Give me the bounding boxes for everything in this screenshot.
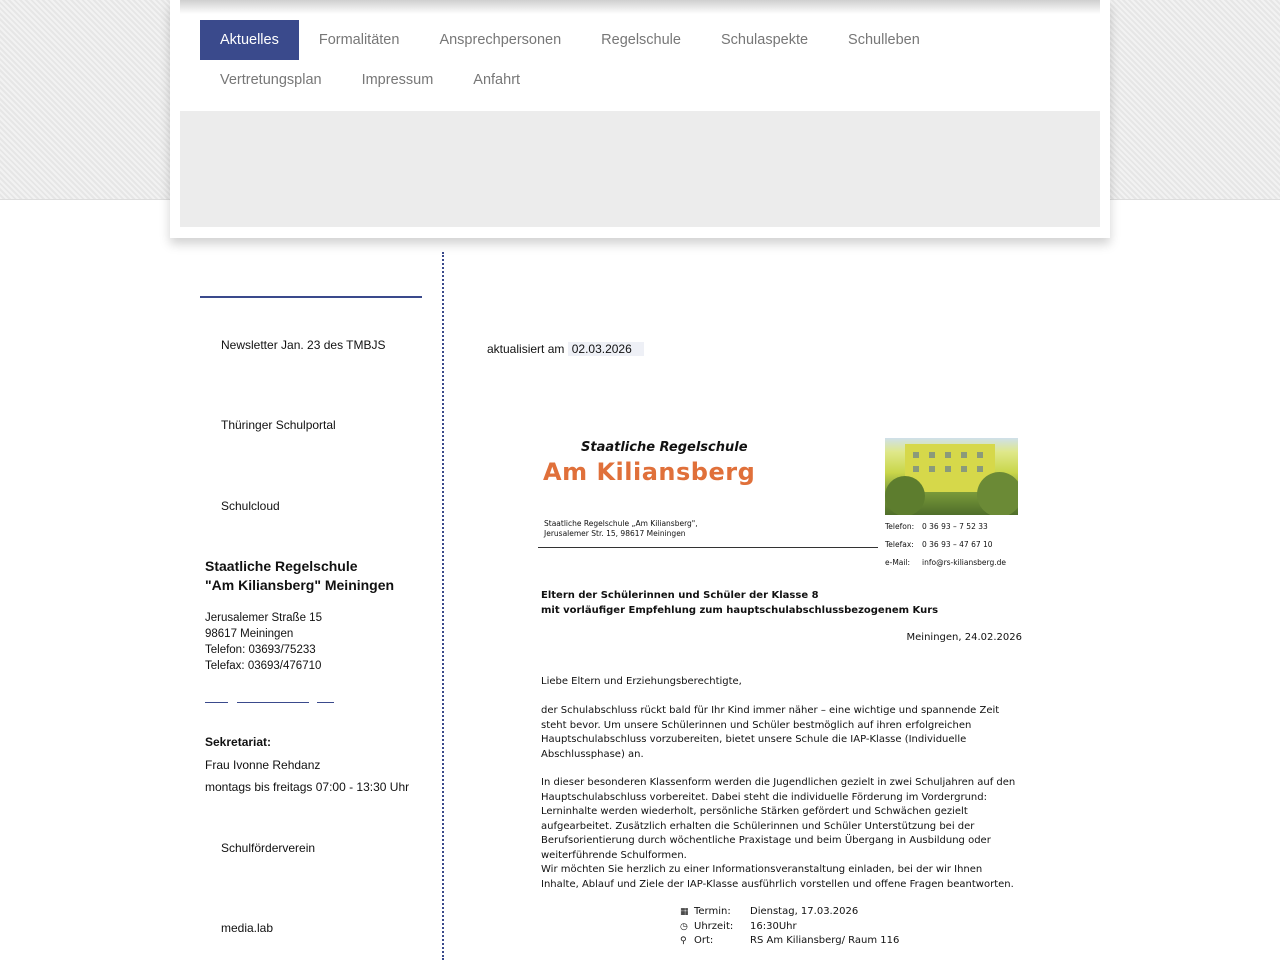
letter-rule	[538, 547, 878, 548]
nav-item-formalitaeten[interactable]: Formalitäten	[318, 32, 400, 48]
sekretariat-title: Sekretariat:	[205, 735, 272, 749]
nav-item-regelschule[interactable]: Regelschule	[601, 32, 681, 48]
underline-link[interactable]	[205, 702, 228, 703]
calendar-icon: ▦	[680, 907, 689, 917]
letter-event	[680, 905, 899, 949]
sekretariat-hours: montags bis freitags 07:00 - 13:30 Uhr	[205, 780, 410, 794]
uhrzeit-label: Uhrzeit:	[694, 920, 734, 932]
content-divider	[442, 252, 444, 960]
sidebar-link-schulcloud[interactable]: Schulcloud	[221, 499, 280, 513]
letter-date: Meiningen, 24.02.2026	[906, 632, 1022, 643]
sekretariat-name: Frau Ivonne Rehdanz	[205, 758, 321, 772]
underline-link[interactable]	[317, 702, 334, 703]
letter-sender	[544, 519, 698, 539]
address-street: Jerusalemer Straße 15	[205, 612, 322, 624]
school-address	[205, 610, 322, 674]
address-fax: Telefax: 03693/476710	[205, 660, 322, 672]
ort-value: RS Am Kiliansberg/ Raum 116	[750, 935, 900, 946]
updated-date: 02.03.2026	[568, 342, 644, 356]
sidebar-link-newsletter[interactable]: Newsletter Jan. 23 des TMBJS	[221, 338, 386, 352]
nav-item-schulleben[interactable]: Schulleben	[848, 32, 920, 48]
sidebar	[200, 252, 422, 960]
letter-paragraph-2: In dieser besonderen Klassenform werden die Jugendlichen gezielt in zwei Schuljahren auf den Hauptschulabschluss vorbereitet. Dabei steht die individuelle Förderung im Vordergrund: Lerninhalte werden wiederholt, persönliche Stärken gefördert und Schwächen gezielt aufgearbeitet. Zusätzlich erhalten die Schülerinnen und Schüler Unterstützung bei der Berufsorientierung durch wöchentliche Praxistage und beim Übergang in Ausbildung oder weiterführende Schulformen.	[541, 777, 1016, 861]
underline-link[interactable]	[237, 702, 309, 703]
school-building-photo	[885, 438, 1018, 515]
nav-item-vertretungsplan[interactable]: Vertretungsplan	[220, 72, 322, 88]
ort-label: Ort:	[694, 935, 714, 946]
letter-recipient	[541, 588, 938, 618]
sidebar-link-medialab[interactable]: media.lab	[221, 921, 274, 935]
phone-value: 0 36 93 – 7 52 33	[922, 522, 988, 531]
letter-image	[536, 432, 1028, 960]
address-phone: Telefon: 03693/75233	[205, 644, 316, 656]
header-banner	[180, 111, 1100, 227]
school-name	[205, 557, 394, 595]
mail-value: info@rs-kiliansberg.de	[922, 558, 1006, 567]
school-name-line1: Staatliche Regelschule	[205, 558, 358, 574]
fax-label: Telefax:	[885, 540, 914, 549]
sidebar-divider	[200, 296, 422, 298]
letter-school: Staatliche Regelschule	[581, 440, 748, 455]
nav-item-anfahrt[interactable]: Anfahrt	[473, 72, 521, 88]
nav-item-schulaspekte[interactable]: Schulaspekte	[720, 32, 809, 48]
sidebar-link-schulportal[interactable]: Thüringer Schulportal	[221, 418, 336, 432]
nav-item-impressum[interactable]: Impressum	[361, 72, 434, 88]
address-city: 98617 Meiningen	[205, 628, 294, 640]
mail-label: e-Mail:	[885, 558, 911, 567]
sidebar-link-schulfoerderverein[interactable]: Schulförderverein	[221, 841, 316, 855]
termin-label: Termin:	[694, 906, 731, 917]
letter-paragraph-3: Wir möchten Sie herzlich zu einer Informationsveranstaltung einladen, bei der wir Ihnen Inhalte, Ablauf und Ziele der IAP-Klasse ausführlich vorstellen und offene Fragen beantworten.	[541, 864, 1014, 890]
uhrzeit-value: 16:30Uhr	[750, 920, 797, 932]
sender-line2: Jerusalemer Str. 15, 98617 Meiningen	[544, 529, 686, 538]
nav-item-aktuelles[interactable]: Aktuelles	[200, 20, 299, 60]
letter-school-name: Am Kiliansberg	[543, 458, 756, 486]
nav-item-ansprechpersonen[interactable]: Ansprechpersonen	[439, 32, 562, 48]
school-name-line2: "Am Kiliansberg" Meiningen	[205, 577, 395, 593]
sender-line1: Staatliche Regelschule „Am Kiliansberg",	[544, 519, 698, 528]
letter-paragraph-1: der Schulabschluss rückt bald für Ihr Kind immer näher – eine wichtige und spannende Zeit steht bevor. Um unsere Schülerinnen und Schüler bestmöglich auf ihren erfolgreichen Hauptschulabschluss vorzubereiten, bietet unsere Schule die IAP-Klasse (Individuelle Abschlussphase) an.	[541, 705, 1000, 760]
phone-label: Telefon:	[885, 522, 915, 531]
fax-value: 0 36 93 – 47 67 10	[922, 540, 993, 549]
pin-icon: ⚲	[680, 936, 687, 946]
main-navigation	[200, 20, 1080, 100]
updated-label: aktualisiert am	[487, 342, 565, 356]
recipient-line2: mit vorläufiger Empfehlung zum hauptschulabschlussbezogenem Kurs	[541, 605, 939, 616]
updated-info	[487, 341, 644, 357]
letter-salutation: Liebe Eltern und Erziehungsberechtigte,	[541, 676, 742, 687]
clock-icon: ◷	[680, 921, 688, 932]
recipient-line1: Eltern der Schülerinnen und Schüler der Klasse 8	[541, 590, 819, 601]
termin-value: Dienstag, 17.03.2026	[750, 906, 859, 917]
letter-contact	[885, 518, 1006, 572]
